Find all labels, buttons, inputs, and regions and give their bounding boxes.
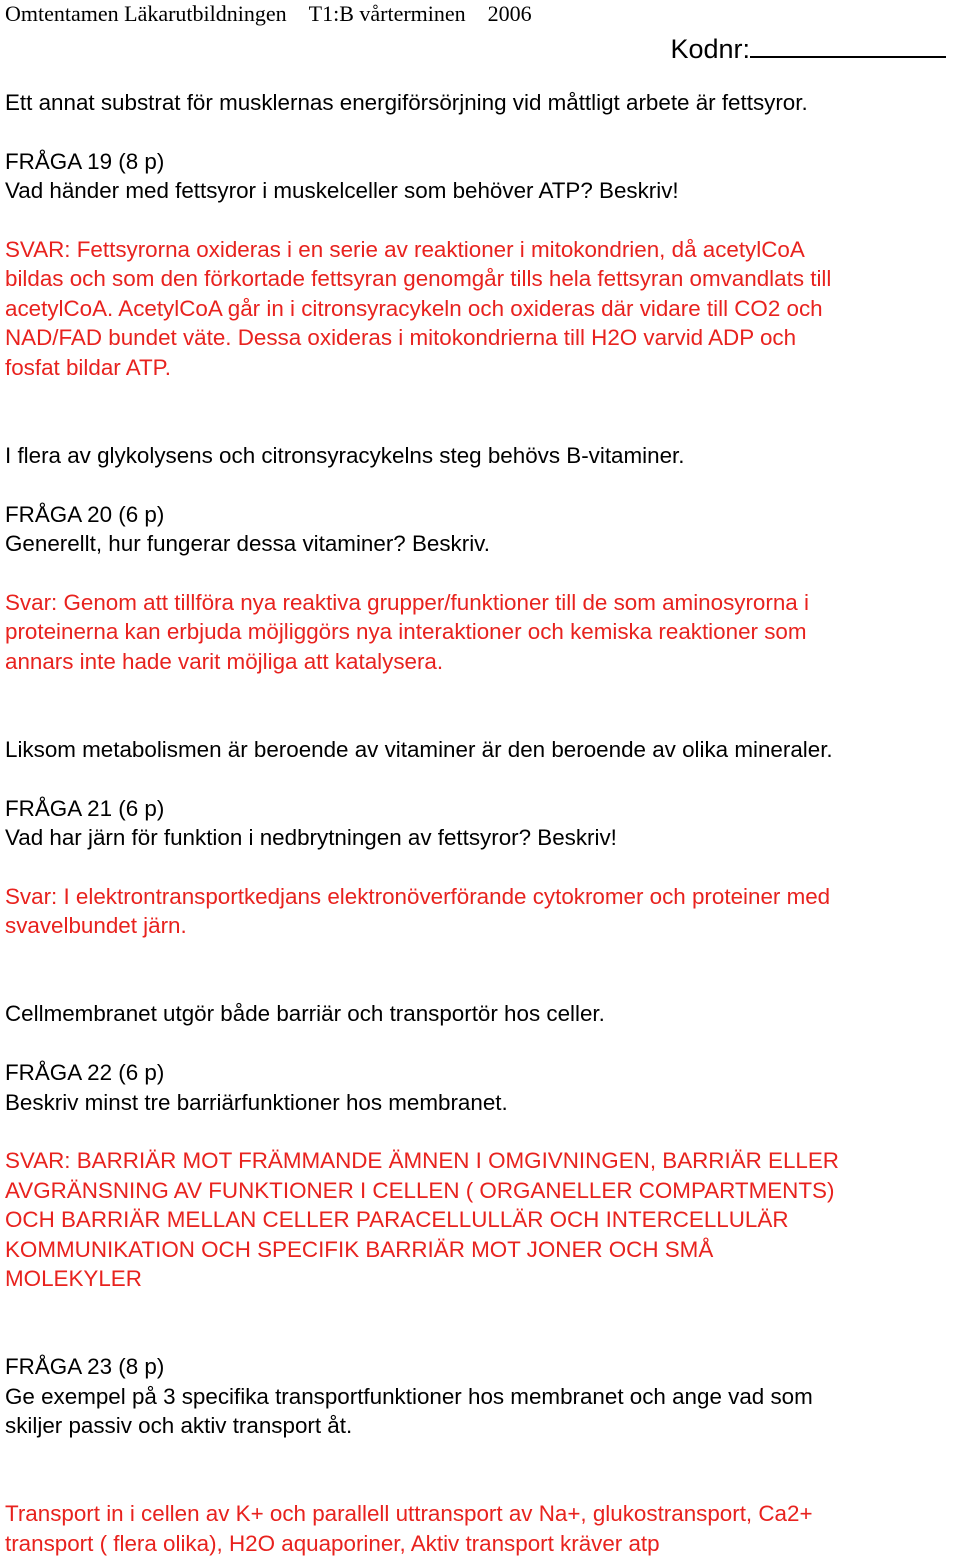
code-underline: [750, 30, 946, 58]
question-21-text: Vad har järn för funktion i nedbrytningen av fettsyror? Beskriv!: [5, 825, 617, 851]
page-header: [5, 0, 554, 28]
answer-19-line: acetylCoA. AcetylCoA går in i citronsyracykeln och oxideras där vidare till CO2 och: [5, 295, 823, 321]
answer-22-line: OCH BARRIÄR MELLAN CELLER PARACELLULLÄR OCH INTERCELLULÄR: [5, 1207, 789, 1233]
header-term: T1:B vårterminen: [308, 1, 466, 26]
answer-19-line: bildas och som den förkortade fettsyran genomgår tills hela fettsyran omvandlats till: [5, 266, 832, 292]
code-label: Kodnr:: [670, 34, 750, 64]
document-body: [5, 88, 957, 1558]
answer-21: [5, 882, 957, 941]
answer-19-line: fosfat bildar ATP.: [5, 354, 171, 380]
header-course: Omtentamen Läkarutbildningen: [5, 1, 287, 26]
answer-23: [5, 1499, 957, 1558]
answer-22-line: AVGRÄNSNING AV FUNKTIONER I CELLEN ( ORGANELLER COMPARTMENTS): [5, 1177, 835, 1203]
question-21-title: FRÅGA 21 (6 p): [5, 795, 165, 821]
question-22-title: FRÅGA 22 (6 p): [5, 1060, 165, 1086]
answer-22-line: KOMMUNIKATION OCH SPECIFIK BARRIÄR MOT JONER OCH SMÅ: [5, 1236, 714, 1262]
question-23-title: FRÅGA 23 (8 p): [5, 1354, 165, 1380]
answer-19-line: SVAR: Fettsyrorna oxideras i en serie av reaktioner i mitokondrien, då acetylCoA: [5, 237, 805, 262]
question-19-text: Vad händer med fettsyror i muskelceller som behöver ATP? Beskriv!: [5, 178, 679, 204]
answer-19: [5, 235, 957, 382]
question-22-text: Beskriv minst tre barriärfunktioner hos membranet.: [5, 1089, 508, 1115]
answer-19-line: NAD/FAD bundet väte. Dessa oxideras i mitokondrierna till H2O varvid ADP och: [5, 325, 797, 351]
answer-23-line: Transport in i cellen av K+ och parallell uttransport av Na+, glukostransport, Ca2+: [5, 1501, 813, 1527]
answer-22: [5, 1146, 957, 1293]
answer-20-line: proteinerna kan erbjuda möjliggörs nya interaktioner och kemiska reaktioner som: [5, 619, 807, 645]
question-20-title: FRÅGA 20 (6 p): [5, 501, 165, 527]
intro-22: Cellmembranet utgör både barriär och transportör hos celler.: [5, 1001, 605, 1027]
answer-22-line: MOLEKYLER: [5, 1266, 142, 1292]
answer-23-line: transport ( flera olika), H2O aquaporiner, Aktiv transport kräver atp: [5, 1530, 660, 1556]
intro-19: Ett annat substrat för musklernas energiförsörjning vid måttligt arbete är fettsyror.: [5, 90, 808, 115]
intro-21: Liksom metabolismen är beroende av vitaminer är den beroende av olika mineraler.: [5, 736, 833, 762]
answer-21-line: Svar: I elektrontransportkedjans elektronöverförande cytokromer och proteiner med: [5, 883, 831, 909]
code-field: [670, 30, 946, 65]
answer-20-line: Svar: Genom att tillföra nya reaktiva grupper/funktioner till de som aminosyrorna i: [5, 589, 809, 615]
answer-20-line: annars inte hade varit möjliga att katalysera.: [5, 648, 444, 674]
answer-20: [5, 588, 957, 676]
intro-20: I flera av glykolysens och citronsyracykelns steg behövs B-vitaminer.: [5, 442, 685, 468]
question-19-title: FRÅGA 19 (8 p): [5, 148, 165, 174]
question-20-text: Generellt, hur fungerar dessa vitaminer? Beskriv.: [5, 531, 490, 557]
answer-21-line: svavelbundet järn.: [5, 913, 187, 939]
header-year: 2006: [487, 1, 532, 26]
question-23-text: skiljer passiv och aktiv transport åt.: [5, 1413, 353, 1439]
answer-22-line: SVAR: BARRIÄR MOT FRÄMMANDE ÄMNEN I OMGIVNINGEN, BARRIÄR ELLER: [5, 1148, 839, 1174]
question-23-text: Ge exempel på 3 specifika transportfunktioner hos membranet och ange vad som: [5, 1383, 813, 1409]
